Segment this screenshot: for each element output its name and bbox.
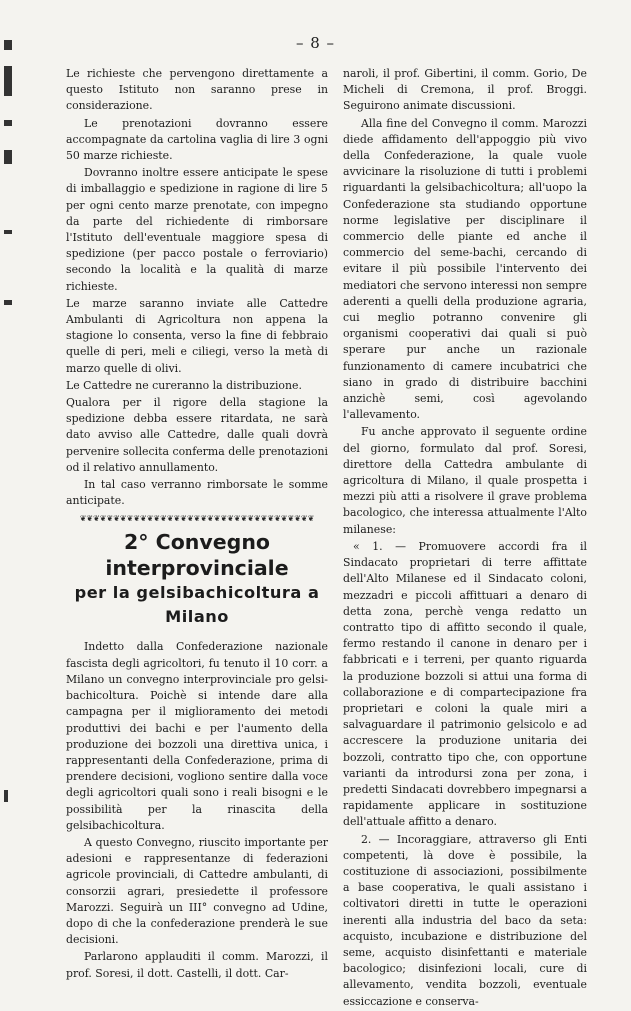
binding-edge-marks (2, 0, 20, 900)
left-column (66, 66, 328, 983)
ornament-divider: ❦❦❦❦❦❦❦❦❦❦❦❦❦❦❦❦❦❦❦❦❦❦❦❦❦❦❦❦❦❦❦❦❦❦❦ (79, 515, 315, 524)
right-column (343, 66, 587, 1011)
paragraph: 2. — Incoraggiare, attraverso gli Enti competenti, là dove è possibile, la costituzione di associazioni, possibilmente a base cooperativa, le quali assistano i coltivatori diretti in tutte le operazioni inerenti alla industria del baco da seta: acquisto, incubazione e distribuzione del seme, acquisto disinfettanti e materiale bacologico; disinfezioni locali, cure di allevamento, vendita bozzoli, eventuale essiccazione e conserva- (343, 832, 587, 1008)
paragraph: Alla fine del Convegno il comm. Marozzi diede affidamento dell'appoggio più vivo della Confederazione, la quale vuole avvicinare la risoluzione di tutti i problemi riguardanti la gelsibachicoltura; all'uopo la Confederazione sta studiando opportune norme legislative per disciplinare il commercio delle piante ed anche il commercio del seme-bachi, cercando di evitare il più possibile l'intervento dei mediatori che servono interessi non sempre aderenti a quelli della produzione agraria, cui meglio potranno convenire gli organismi cooperativi dai quali si può sperare pur anche un razionale funzionamento di camere incubatrici che siano in grado di distribuire bacchini anzichè semi, così agevolando l'allevamento. (343, 116, 587, 422)
paragraph: Indetto dalla Confederazione nazionale fascista degli agricoltori, fu tenuto il 10 corr. a Milano un convegno interprovinciale pro gelsi-bachicoltura. Poichè si intende dare alla campagna per il miglioramento dei metodi produttivi dei bachi e per l'aumento della produzione dei bozzoli una direttiva unica, i rappresentanti della Confederazione, prima di prendere decisioni, vogliono sentire dalla voce degli agricoltori quali sono i reali bisogni e le possibilità per la rinascita della gelsibachicoltura. (66, 640, 328, 832)
paragraph: naroli, il prof. Gibertini, il comm. Gorio, De Micheli di Cremona, il prof. Broggi. Seguirono animate discussioni. (343, 67, 587, 113)
headline-line-2: per la gelsibachicoltura a Milano (74, 583, 320, 627)
paragraph: In tal caso verranno rimborsate le somme anticipate. (66, 478, 328, 508)
paragraph: Le prenotazioni dovranno essere accompagnate da cartolina vaglia di lire 3 ogni 50 marze richieste. (66, 116, 328, 163)
paragraph: Fu anche approvato il seguente ordine del giorno, formulato dal prof. Soresi, direttore della Cattedra ambulante di agricoltura di Milano, il quale prospetta i mezzi più atti a risolvere il grave problema bacologico, che interessa attualmente l'Alto milanese: (343, 425, 587, 536)
headline-line-1: 2° Convegno interprovinciale (105, 530, 289, 581)
article-headline (66, 529, 328, 629)
paragraph: Le marze saranno inviate alle Cattedre Ambulanti di Agricoltura non appena la stagione lo consenta, verso la fine di febbraio quelle di peri, meli e ciliegi, verso la metà di marzo quelle di olivi. (66, 296, 328, 375)
paragraph: Le Cattedre ne cureranno la distribuzione. (66, 378, 302, 392)
paragraph: Parlarono applauditi il comm. Marozzi, il prof. Soresi, il dott. Castelli, il dott. Car- (66, 950, 328, 980)
paragraph: Qualora per il rigore della stagione la spedizione debba essere ritardata, ne sarà dato avviso alle Cattedre, dalle quali dovrà pervenire sollecita conferma delle prenotazioni od il relativo annullamento. (66, 396, 328, 474)
paragraph: A questo Convegno, riuscito importante per adesioni e rappresentanze di federazioni agricole provinciali, di Cattedre ambulanti, di consorzii agrari, presiedette il professore Marozzi. Seguirà un III° convegno ad Udine, dopo di che la confederazione prenderà le sue decisioni. (66, 835, 328, 947)
paragraph: « 1. — Promuovere accordi fra il Sindacato proprietari di terre affittate dell'Alto Milanese ed il Sindacato coloni, mezzadri e piccoli affittuari a denaro di detta zona, perchè venga redatto un contratto tipo di affitto secondo il quale, fermo restando il canone in denaro per i fabbricati e i terreni, per quanto riguarda la produzione bozzoli si attui una forma di collaborazione e di compartecipazione fra proprietari e coloni la quale miri a salvaguardare il patrimonio gelsicolo e ad accrescere la produzione unitaria dei bozzoli, contratto tipo che, con opportune varianti da introdursi zona per zona, i predetti Sindacati dovrebbero impegnarsi a rapidamente applicare in sostituzione dell'attuale affitto a denaro. (343, 539, 587, 829)
paragraph: Le richieste che pervengono direttamente a questo Istituto non saranno prese in considerazione. (66, 67, 328, 113)
paragraph: Dovranno inoltre essere anticipate le spese di imballaggio e spedizione in ragione di lire 5 per ogni cento marze prenotate, con impegno da parte del richiedente di rimborsare l'Istituto dell'eventuale maggiore spesa di spedizione (per pacco postale o ferroviario) secondo la località e la qualità di marze richieste. (66, 166, 328, 293)
page-number: – 8 – (295, 34, 336, 52)
